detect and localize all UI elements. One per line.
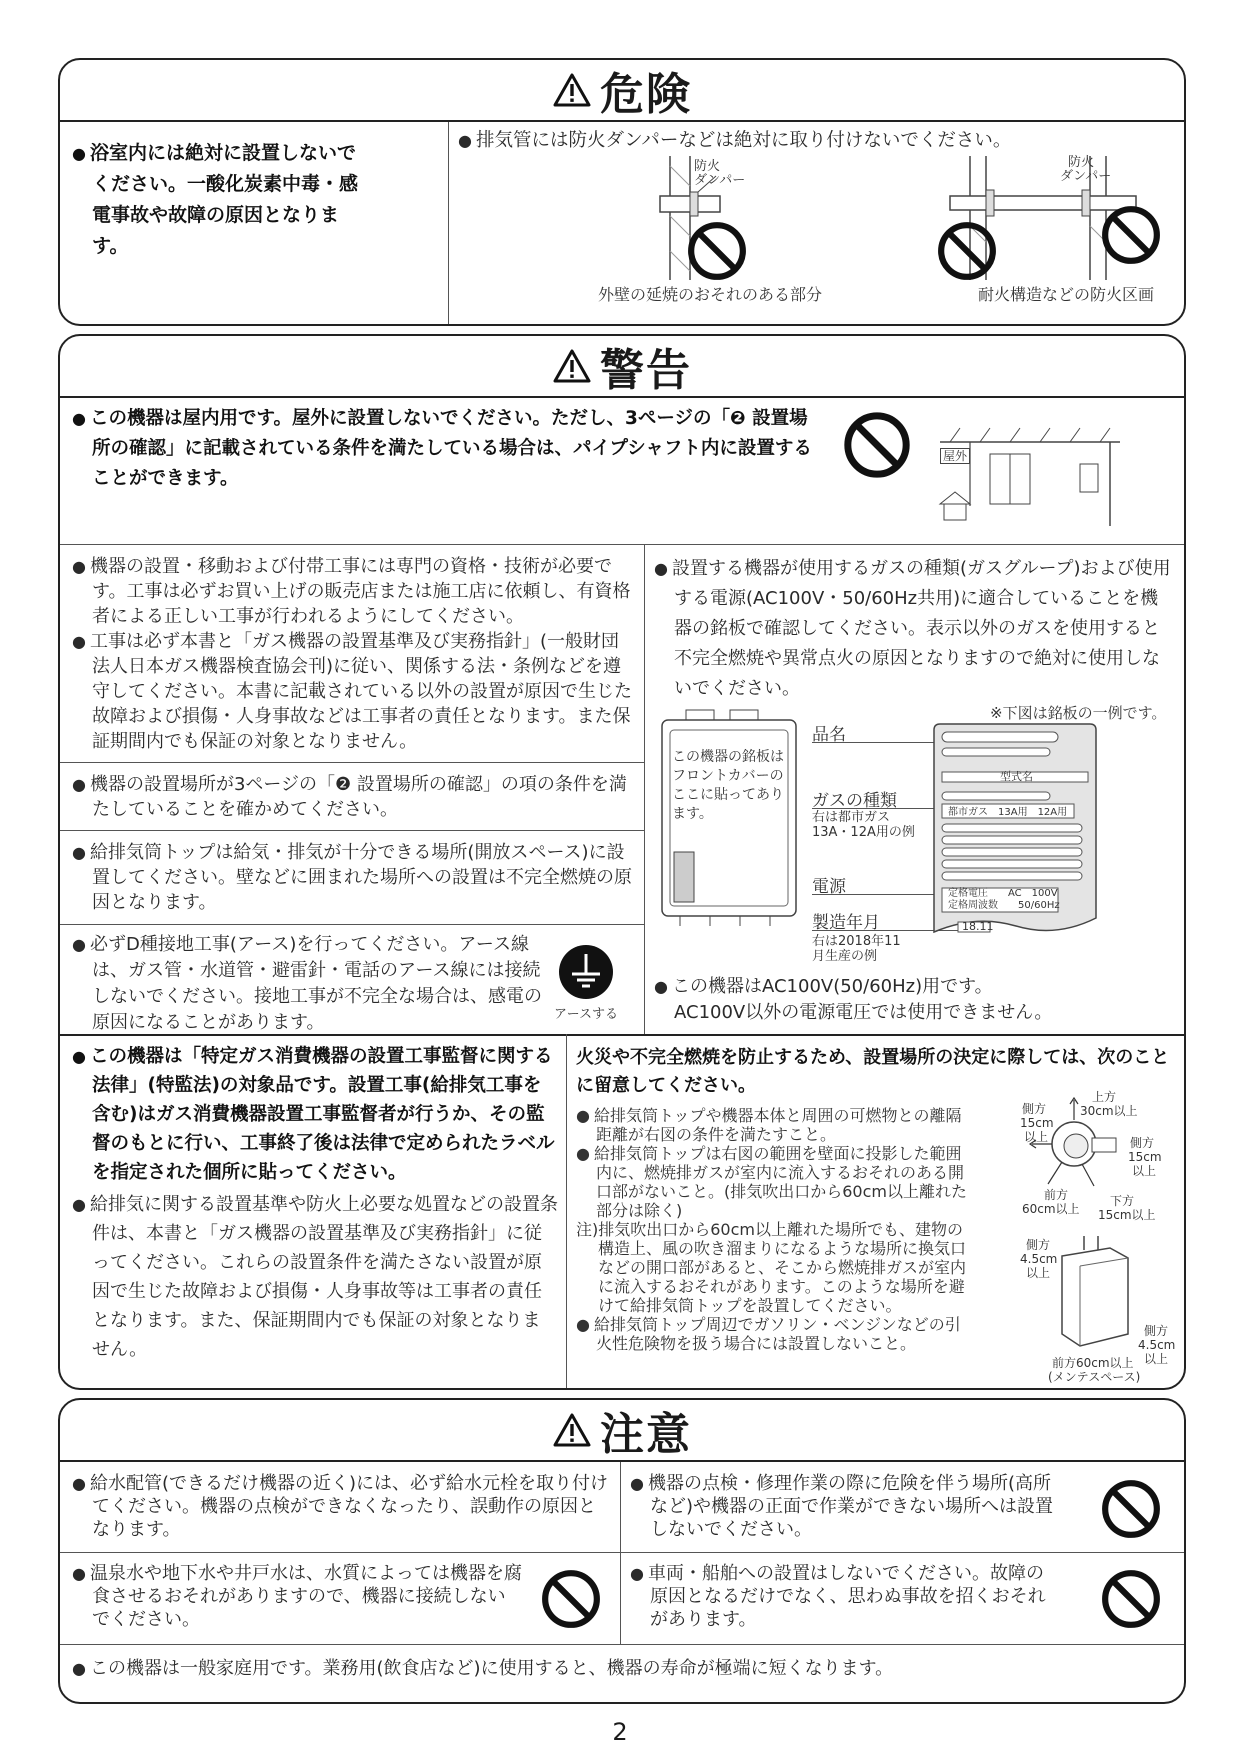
caution-title: 注意 xyxy=(600,1409,692,1460)
caution-row-divider-1 xyxy=(60,1552,1184,1553)
page-number: 2 xyxy=(612,1718,628,1746)
danger-caption-right: 耐火構造などの防火区画 xyxy=(978,285,1155,304)
damper-label-left-2: ダンパー xyxy=(694,173,746,188)
unit-side-left-value: 4.5cm xyxy=(1020,1252,1058,1266)
caution-item-household: ● この機器は一般家庭用です。業務用(飲食店など)に使用すると、機器の寿命が極端に短くなります。 xyxy=(72,1656,1172,1682)
caution-header xyxy=(60,1400,1184,1462)
caution-row-divider-2 xyxy=(60,1644,1184,1645)
nameplate-note: ※下図は銘板の一例です。 xyxy=(990,704,1167,722)
warning-outdoor-text: ● この機器は屋内用です。屋外に設置しないでください。ただし、3ページの「❷ 設置場所の確認」に記載されている条件を満たしている場合は、パイプシャフト内に設置することができます。 xyxy=(72,404,812,494)
outdoor-install-diagram xyxy=(930,426,1130,526)
warning-gas-text: ● 設置する機器が使用するガスの種類(ガスグループ)および使用する電源(AC100V・50/60Hz共用)に適合していることを機器の銘板で確認してください。表示以外のガスを使用すると不完全燃焼や異常点火の原因となりますので絶対に使用しないでください。 xyxy=(654,554,1174,704)
warning-left-divider-2 xyxy=(60,830,644,831)
warning-left-divider-1 xyxy=(60,762,644,763)
clear-front-label: 前方 xyxy=(1044,1188,1069,1202)
prohibition-icon xyxy=(1100,204,1162,266)
plate-power-label-2: 定格周波数 50/60Hz xyxy=(948,900,1060,911)
caution-item-hot-spring: ● 温泉水や地下水や井戸水は、水質によっては機器を腐食させるおそれがありますので、機器に接続しないでください。 xyxy=(72,1562,522,1631)
label-date: 製造年月 xyxy=(812,913,880,933)
clear-side-right-value: 15cm xyxy=(1128,1150,1162,1164)
warning-earth-text: ● 必ずD種接地工事(アース)を行ってください。アース線は、ガス管・水道管・避雷針・電話のアース線には接続しないでください。接地工事が不完全な場合は、感電の原因になることがあります。 xyxy=(72,932,552,1036)
danger-divider xyxy=(448,122,449,324)
danger-right-text: ● 排気管には防火ダンパーなどは絶対に取り付けないでください。 xyxy=(458,128,1178,154)
clear-front-value: 60cm以上 xyxy=(1022,1202,1080,1216)
unit-side-right-label: 側方 xyxy=(1144,1324,1169,1338)
clear-side-right-label: 側方 xyxy=(1130,1136,1155,1150)
caution-item-high-place: ● 機器の点検・修理作業の際に危険を伴う場所(高所など)や機器の正面で作業ができない場所へは設置しないでください。 xyxy=(630,1472,1060,1541)
label-gas: ガスの種類 xyxy=(812,791,897,811)
danger-title: 危険 xyxy=(600,69,692,120)
warning-standard-text: ● 給排気に関する設置基準や防火上必要な処置などの設置条件は、本書と「ガス機器の設置基準及び実務指針」に従ってください。これらの設置条件を満たさない設置が原因で生じた故障および損傷・人身事故等は工事者の責任となります。また、保証期間内でも保証の対象となりません。 xyxy=(72,1190,558,1364)
clear-side-right-unit: 以上 xyxy=(1132,1164,1157,1178)
warning-box xyxy=(58,334,1186,1390)
caution-box xyxy=(58,1398,1186,1704)
warning-header xyxy=(60,336,1184,398)
plate-model-label: 型式名 xyxy=(1000,770,1033,783)
plate-power-label-1: 定格電圧 AC 100V xyxy=(948,888,1058,899)
warning-location-text: ● 機器の設置場所が3ページの「❷ 設置場所の確認」の項の条件を満たしていることを確かめてください。 xyxy=(72,772,636,822)
label-date-example: 右は2018年11月生産の例 xyxy=(812,934,901,964)
unit-front-label: 前方60cm以上 xyxy=(1052,1356,1134,1370)
plate-date-label: 18.11 xyxy=(962,920,994,933)
clear-bottom-label: 下方 xyxy=(1110,1194,1135,1208)
label-hinmei: 品名 xyxy=(812,725,846,745)
unit-side-left-label: 側方 xyxy=(1026,1238,1051,1252)
outdoor-label: 屋外 xyxy=(940,448,970,464)
warning-title: 警告 xyxy=(600,345,692,396)
unit-side-left-unit: 以上 xyxy=(1026,1266,1051,1280)
prohibition-icon xyxy=(1100,1568,1162,1630)
fire-head-text: 火災や不完全燃焼を防止するため、設置場所の決定に際しては、次のことに留意してください。 xyxy=(576,1047,1170,1096)
label-power: 電源 xyxy=(812,877,846,897)
warning-triangle-icon xyxy=(552,72,592,108)
caution-item-vehicle: ● 車両・船舶への設置はしないでください。故障の原因となるだけでなく、思わぬ事故を招くおそれがあります。 xyxy=(630,1562,1060,1631)
caution-item-water-valve: ● 給水配管(できるだけ機器の近く)には、必ず給水元栓を取り付けてください。機器の点検ができなくなったり、誤動作の原因となります。 xyxy=(72,1472,612,1541)
clear-side-left-value: 15cm xyxy=(1020,1116,1054,1130)
unit-side-right-value: 4.5cm xyxy=(1138,1338,1176,1352)
unit-maint-label: (メンテスペース) xyxy=(1048,1370,1141,1384)
warning-row-divider xyxy=(60,544,1184,545)
warning-triangle-icon xyxy=(552,1412,592,1448)
danger-box xyxy=(58,58,1186,326)
nameplate-location-text: この機器の銘板はフロントカバーのここに貼ってあります。 xyxy=(672,749,784,822)
warning-left-items: ● 機器の設置・移動および付帯工事には専門の資格・技術が必要です。工事は必ずお買い上げの販売店または施工店に依頼し、有資格者による正しい工事が行われるようにしてください。 ● 工事は必ず本書と「ガス機器の設置基準及び実務指針」(一般財団法人日本ガス機器検査協会刊)に従い、関係する法・条例などを遵守してください。本書に記載されている以外の設置が原因で生じた故障および損傷・人身事故などは工事者の責任となります。また保証期間内でも保証の対象となりません。 xyxy=(72,554,636,754)
warning-triangle-icon xyxy=(552,348,592,384)
warning-law-text: ● この機器は「特定ガス消費機器の設置工事監督に関する法律」(特監法)の対象品です。設置工事(給排気工事を含む)はガス消費機器設置工事監督者が行うか、その監督のもとに行い、工事終了後は法律で定められたラベルを指定された個所に貼ってください。 xyxy=(72,1042,558,1187)
prohibition-icon xyxy=(936,220,998,282)
label-gas-example: 右は都市ガス13A・12A用の例 xyxy=(812,810,915,840)
earth-icon xyxy=(558,944,614,1000)
warning-mid-divider xyxy=(60,1034,1184,1036)
warning-bottom-col-divider xyxy=(566,1034,567,1388)
warning-ac-text: ● この機器はAC100V(50/60Hz)用です。 AC100V以外の電源電圧では使用できません。 xyxy=(654,974,1174,1026)
warning-top-vent-text: ● 給排気筒トップは給気・排気が十分できる場所(開放スペース)に設置してください。壁などに囲まれた場所への設置は不完全燃焼の原因となります。 xyxy=(72,840,636,915)
danger-caption-left: 外壁の延焼のおそれのある部分 xyxy=(598,285,823,304)
damper-label-right-2: ダンパー xyxy=(1060,169,1112,184)
unit-clearance-diagram xyxy=(1048,1236,1144,1356)
clear-top-value: 30cm以上 xyxy=(1080,1104,1138,1118)
prohibition-icon xyxy=(1100,1478,1162,1540)
caution-col-divider xyxy=(620,1462,621,1644)
prohibition-icon xyxy=(686,220,748,282)
clear-side-left-label: 側方 xyxy=(1022,1102,1047,1116)
unit-side-right-unit: 以上 xyxy=(1144,1352,1169,1366)
clear-bottom-value: 15cm以上 xyxy=(1098,1208,1156,1222)
damper-label-right-1: 防火 xyxy=(1068,155,1095,170)
warning-left-divider-3 xyxy=(60,924,644,925)
damper-label-left-1: 防火 xyxy=(694,159,721,174)
plate-gas-label: 都市ガス 13A用 12A用 xyxy=(948,807,1068,818)
clear-side-left-unit: 以上 xyxy=(1024,1130,1049,1144)
earth-caption: アースする xyxy=(554,1007,618,1022)
fire-items: ● 給排気筒トップや機器本体と周囲の可燃物との離隔距離が右図の条件を満たすこと。 ● 給排気筒トップは右図の範囲を壁面に投影した範囲内に、燃焼排ガスが室内に流入するおそれのある開口部がないこと。(排気吹出口から60cm以上離れた部分は除く) 注)排気吹出口から60cm以上離れた場所でも、建物の構造上、風の吹き溜まりになるような場所に換気口などの開口部があると、そこから燃焼排ガスが室内に流入するおそれがあります。このような場所を避けて給排気筒トップを設置してください。 ● 給排気筒トップ周辺でガソリン・ベンジンなどの引火性危険物を扱う場合には設置しないこと。 xyxy=(576,1106,976,1353)
danger-left-text: ● 浴室内には絶対に設置しないでください。一酸化炭素中毒・感電事故や故障の原因となります。 xyxy=(72,138,372,262)
prohibition-icon xyxy=(540,1568,602,1630)
prohibition-icon xyxy=(842,410,912,480)
warning-col-divider xyxy=(644,544,645,1034)
danger-header xyxy=(60,60,1184,122)
clear-top-label: 上方 xyxy=(1092,1090,1117,1104)
